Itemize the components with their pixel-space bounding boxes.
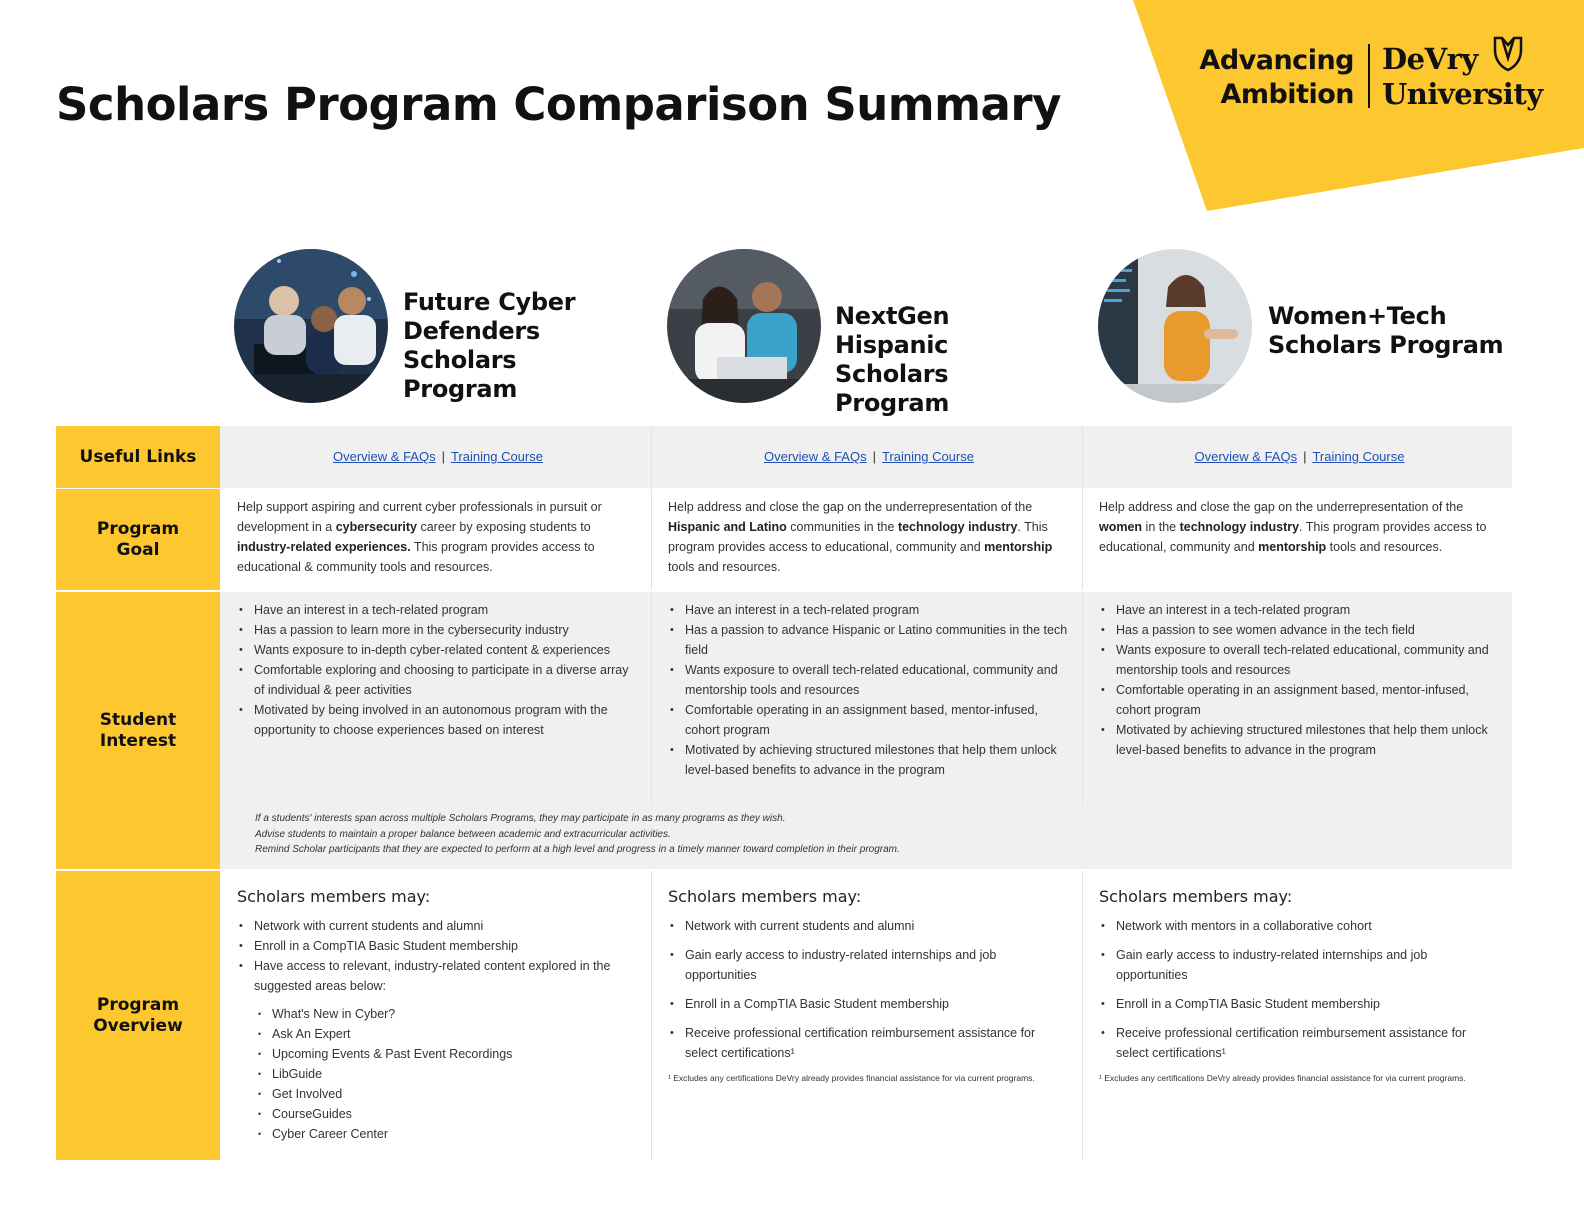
list-item: • Wants exposure to overall tech-related educational, community and mentorship tools and resources [1099, 640, 1500, 680]
list-item: • Motivated by being involved in an autonomous program with the opportunity to choose experiences based on interest [237, 700, 639, 740]
list-item: • Cyber Career Center [254, 1124, 639, 1144]
list-item: • Comfortable exploring and choosing to participate in a diverse array of individual & peer activities [237, 660, 639, 700]
list-item: • Have access to relevant, industry-related content explored in the suggested areas below: [237, 956, 639, 996]
overview-list-cyber [237, 916, 639, 996]
column-divider [1082, 426, 1083, 488]
list-item: • Has a passion to see women advance in the tech field [1099, 620, 1500, 640]
list-item: • What's New in Cyber? [254, 1004, 639, 1024]
list-item: • Comfortable operating in an assignment based, mentor-infused, cohort program [668, 700, 1070, 740]
program-photo-hispanic [667, 249, 821, 403]
interest-list-women [1099, 600, 1500, 760]
column-divider [651, 489, 652, 590]
list-item: • CourseGuides [254, 1104, 639, 1124]
overview-cell-women [1082, 871, 1512, 1160]
row-label-student-interest: Student Interest [56, 592, 220, 869]
column-divider [1082, 592, 1083, 804]
interest-list-hispanic [668, 600, 1070, 780]
column-divider [1082, 489, 1083, 590]
list-item: • Network with current students and alumni [237, 916, 639, 936]
list-item: • Has a passion to learn more in the cybersecurity industry [237, 620, 639, 640]
list-item: • LibGuide [254, 1064, 639, 1084]
links-cell-women: Overview & FAQs | Training Course [1082, 426, 1512, 488]
links-cell-cyber: Overview & FAQs | Training Course [220, 426, 651, 488]
program-photo-women [1098, 249, 1252, 403]
list-item: • Have an interest in a tech-related program [237, 600, 639, 620]
overview-list-hispanic [668, 916, 1070, 1063]
interest-list-cyber [237, 600, 639, 740]
list-item: • Have an interest in a tech-related program [668, 600, 1070, 620]
footnote: ¹ Excludes any certifications DeVry already provides financial assistance for via current programs. [668, 1073, 1035, 1083]
brand-divider [1368, 44, 1370, 108]
program-name-cyber: Future Cyber Defenders Scholars Program [403, 288, 576, 403]
goal-cell-women: Help address and close the gap on the underrepresentation of the women in the technology industry. This program provides access to educational, community and mentorship tools and resources. [1099, 500, 1487, 554]
list-item: • Gain early access to industry-related internships and job opportunities [668, 945, 1070, 985]
training-course-link[interactable]: Training Course [1312, 449, 1405, 464]
row-label-useful-links: Useful Links [56, 426, 220, 488]
brand-name: DeVry University [1382, 42, 1543, 111]
goal-cell-hispanic: Help address and close the gap on the underrepresentation of the Hispanic and Latino communities in the technology industry. This program provides access to educational, community and mentorship tools and resources. [668, 500, 1053, 574]
program-name-women: Women+Tech Scholars Program [1268, 302, 1504, 359]
page-title: Scholars Program Comparison Summary [56, 78, 1061, 131]
column-divider [651, 426, 652, 488]
program-header-cyber [234, 249, 634, 405]
overview-faqs-link[interactable]: Overview & FAQs [333, 449, 436, 464]
row-label-program-goal: Program Goal [56, 489, 220, 590]
overview-cell-cyber [220, 871, 651, 1160]
links-cell-hispanic: Overview & FAQs | Training Course [651, 426, 1082, 488]
row-student-interest [56, 592, 1512, 869]
program-header-hispanic [667, 249, 1067, 417]
overview-heading: Scholars members may: [1099, 887, 1293, 906]
training-course-link[interactable]: Training Course [881, 449, 974, 464]
row-program-overview [56, 871, 1512, 1160]
overview-list-women [1099, 916, 1500, 1063]
list-item: • Enroll in a CompTIA Basic Student membership [668, 994, 1070, 1014]
column-divider [1082, 871, 1083, 1160]
interest-note: If a students' interests span across multiple Scholars Programs, they may participate in as many programs as they wish. Advise students to maintain a proper balance between academic and extracurricular activities. Remind Scholar participants that they are expected to perform at a high level and progress in a timely manner toward completion in their program. [255, 813, 900, 855]
list-item: • Receive professional certification reimbursement assistance for select certifications¹ [668, 1023, 1070, 1063]
row-label-program-overview: Program Overview [56, 871, 220, 1160]
list-item: • Enroll in a CompTIA Basic Student membership [237, 936, 639, 956]
goal-cell-cyber: Help support aspiring and current cyber professionals in pursuit or development in a cybersecurity career by exposing students to industry-related experiences. This program provides access to educational & community tools and resources. [237, 500, 602, 574]
list-item: • Upcoming Events & Past Event Recordings [254, 1044, 639, 1064]
overview-heading: Scholars members may: [668, 887, 862, 906]
shield-icon [1493, 36, 1523, 72]
list-item: • Have an interest in a tech-related program [1099, 600, 1500, 620]
row-program-goal [56, 489, 1512, 590]
list-item: • Motivated by achieving structured milestones that help them unlock level-based benefits to advance in the program [1099, 720, 1500, 760]
training-course-link[interactable]: Training Course [450, 449, 543, 464]
list-item: • Gain early access to industry-related internships and job opportunities [1099, 945, 1500, 985]
list-item: • Wants exposure to in-depth cyber-related content & experiences [237, 640, 639, 660]
list-item: • Wants exposure to overall tech-related educational, community and mentorship tools and resources [668, 660, 1070, 700]
list-item: • Motivated by achieving structured milestones that help them unlock level-based benefits to advance in the program [668, 740, 1070, 780]
overview-heading: Scholars members may: [237, 887, 431, 906]
list-item: • Has a passion to advance Hispanic or Latino communities in the tech field [668, 620, 1070, 660]
list-item: • Network with current students and alumni [668, 916, 1070, 936]
program-header-women [1098, 249, 1518, 405]
list-item: • Ask An Expert [254, 1024, 639, 1044]
list-item: • Receive professional certification reimbursement assistance for select certifications¹ [1099, 1023, 1500, 1063]
list-item: • Network with mentors in a collaborative cohort [1099, 916, 1500, 936]
overview-faqs-link[interactable]: Overview & FAQs [764, 449, 867, 464]
brand-logo [1199, 36, 1543, 116]
program-name-hispanic: NextGen Hispanic Scholars Program [835, 302, 950, 417]
list-item: • Get Involved [254, 1084, 639, 1104]
row-useful-links [56, 426, 1512, 488]
interest-cell-women [1082, 592, 1512, 869]
list-item: • Comfortable operating in an assignment based, mentor-infused, cohort program [1099, 680, 1500, 720]
list-item: • Enroll in a CompTIA Basic Student membership [1099, 994, 1500, 1014]
footnote: ¹ Excludes any certifications DeVry already provides financial assistance for via current programs. [1099, 1073, 1466, 1083]
overview-sublist-cyber [254, 1004, 639, 1144]
overview-cell-hispanic [651, 871, 1082, 1160]
overview-faqs-link[interactable]: Overview & FAQs [1194, 449, 1298, 464]
column-divider [651, 871, 652, 1160]
program-photo-cyber [234, 249, 388, 403]
column-divider [651, 592, 652, 804]
brand-tagline: Advancing Ambition [1199, 45, 1354, 110]
